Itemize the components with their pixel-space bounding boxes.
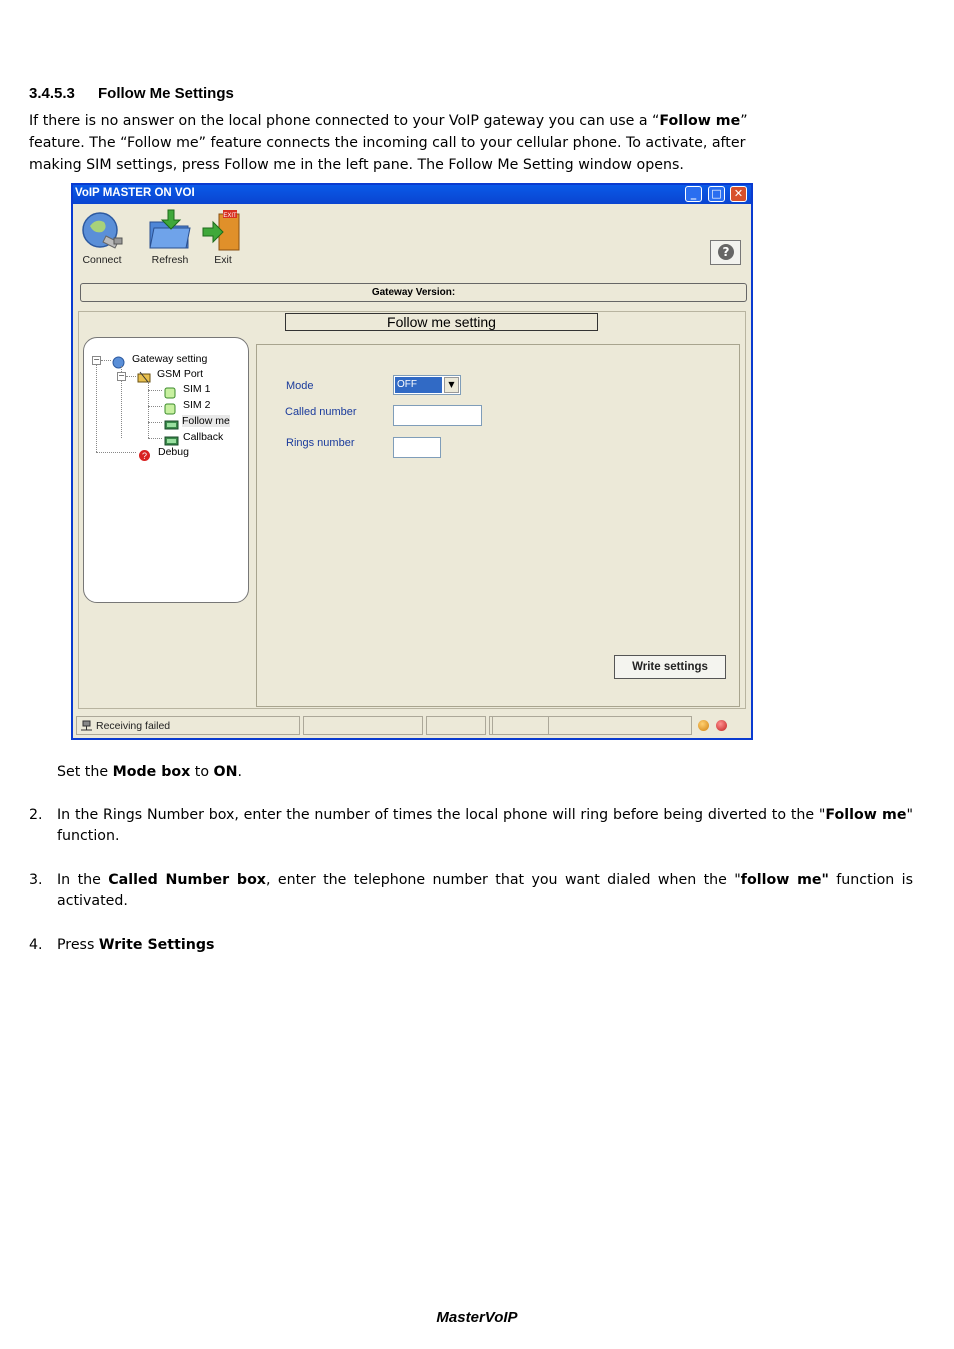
step-number: 4.	[29, 937, 43, 953]
maximize-button[interactable]: □	[708, 186, 725, 202]
follow-me-icon	[164, 416, 177, 427]
minimize-button[interactable]: _	[685, 186, 702, 202]
step-1-text	[57, 762, 913, 783]
step-text: function is activated.	[57, 872, 913, 909]
gateway-version-bar: Gateway Version:	[80, 283, 747, 302]
step-text: .	[237, 764, 242, 780]
step-text: , enter the telephone number that you want dialed when the "	[265, 872, 741, 888]
tree-line	[101, 360, 111, 361]
step-1	[29, 762, 913, 783]
tree-line	[96, 358, 97, 452]
tree-line	[148, 438, 162, 439]
gateway-icon	[112, 354, 125, 365]
connect-button[interactable]	[77, 208, 127, 266]
connect-icon	[78, 208, 126, 252]
rings-number-input[interactable]	[393, 437, 441, 458]
write-settings-button[interactable]: Write settings	[614, 655, 726, 679]
step-2	[29, 805, 913, 847]
tree-item-debug[interactable]: Debug	[158, 446, 189, 458]
intro-text: If there is no answer on the local phone connected to your VoIP gateway you can use a “	[29, 113, 660, 129]
status-text: Receiving failed	[96, 720, 171, 732]
step-text: " function.	[57, 807, 913, 844]
gsm-port-icon	[137, 369, 150, 380]
step-text: In the Rings Number box, enter the number of times the local phone will ring before being diverted to the "	[57, 807, 826, 823]
step-text: In the	[57, 872, 109, 888]
callback-icon	[164, 432, 177, 443]
tree-item-callback[interactable]: Callback	[183, 431, 224, 443]
tree-item-follow-me[interactable]: Follow me	[182, 415, 230, 427]
exit-door-icon	[199, 208, 247, 252]
step-number: 2.	[29, 807, 43, 823]
exit-sign-text: EXIT	[223, 213, 237, 219]
refresh-label: Refresh	[151, 254, 189, 266]
status-cell	[76, 716, 300, 735]
step-2-text	[57, 805, 913, 847]
svg-text:?: ?	[141, 451, 148, 461]
status-cell	[492, 716, 692, 735]
collapse-toggle[interactable]: −	[93, 355, 100, 364]
intro-paragraph	[29, 110, 769, 176]
title-bar[interactable]	[73, 185, 751, 204]
called-number-input[interactable]	[393, 405, 482, 426]
refresh-folder-icon	[146, 208, 194, 252]
status-cell	[426, 716, 486, 735]
step-bold: ON	[213, 764, 238, 780]
intro-quote: ”	[740, 113, 748, 129]
tree-item-sim-1[interactable]: SIM 1	[183, 383, 211, 395]
tree-line	[126, 376, 136, 377]
intro-line-1	[29, 110, 769, 132]
app-window	[71, 183, 753, 740]
step-3-text	[57, 870, 913, 912]
settings-form-panel	[256, 344, 740, 707]
exit-label: Exit	[214, 254, 232, 266]
step-number: 3.	[29, 872, 43, 888]
tree-line	[96, 452, 136, 453]
rings-number-label: Rings number	[286, 437, 355, 449]
section-title: Follow Me Settings	[98, 85, 234, 102]
status-cell	[303, 716, 423, 735]
panel-title: Follow me setting	[285, 313, 598, 331]
step-bold: Called Number box	[108, 872, 266, 888]
step-4-text	[57, 935, 913, 956]
exit-button[interactable]	[198, 208, 248, 266]
connect-label: Connect	[82, 254, 122, 266]
tree-line	[148, 406, 162, 407]
tree-item-gsm-port[interactable]: GSM Port	[157, 368, 204, 380]
debug-icon	[138, 447, 151, 461]
step-3	[29, 870, 913, 912]
called-number-label: Called number	[285, 406, 357, 418]
step-text: Press	[57, 937, 99, 953]
help-icon: ?	[718, 244, 734, 260]
step-text: to	[190, 764, 214, 780]
status-bar	[76, 716, 750, 736]
section-number: 3.4.5.3	[29, 85, 75, 102]
network-icon	[80, 720, 93, 731]
chevron-down-icon[interactable]: ▼	[444, 377, 459, 393]
status-led-icon	[698, 720, 709, 731]
close-button[interactable]: ✕	[730, 186, 747, 202]
mode-label: Mode	[286, 380, 314, 392]
page-footer: MasterVoIP	[436, 1309, 518, 1326]
step-4	[29, 935, 913, 956]
step-bold: Follow me	[825, 807, 907, 823]
intro-line-3: making SIM settings, press Follow me in the left pane. The Follow Me Setting window opens.	[29, 157, 684, 173]
mode-select[interactable]	[393, 375, 461, 395]
intro-line-2: feature. The “Follow me” feature connects the incoming call to your cellular phone. To activate, after	[29, 135, 746, 151]
toolbar	[73, 204, 751, 272]
tree-line	[148, 422, 162, 423]
window-title: VoIP MASTER ON VOI	[75, 187, 195, 199]
step-bold: follow me"	[740, 872, 829, 888]
tree-item-sim-2[interactable]: SIM 2	[183, 399, 211, 411]
help-button[interactable]	[710, 240, 741, 265]
step-bold: Write Settings	[98, 937, 215, 953]
mode-select-value: OFF	[395, 377, 442, 393]
refresh-button[interactable]	[145, 208, 195, 266]
step-text: Set the	[57, 764, 113, 780]
sim-icon	[164, 400, 177, 411]
status-led-icon	[716, 720, 727, 731]
section-heading	[29, 85, 234, 102]
tree-line	[148, 390, 162, 391]
sim-icon	[164, 384, 177, 395]
collapse-toggle[interactable]: −	[118, 371, 125, 380]
navigation-tree	[83, 337, 249, 603]
intro-bold-follow-me: Follow me	[659, 113, 741, 129]
tree-item-gateway-setting[interactable]: Gateway setting	[132, 353, 208, 365]
step-bold: Mode box	[112, 764, 191, 780]
